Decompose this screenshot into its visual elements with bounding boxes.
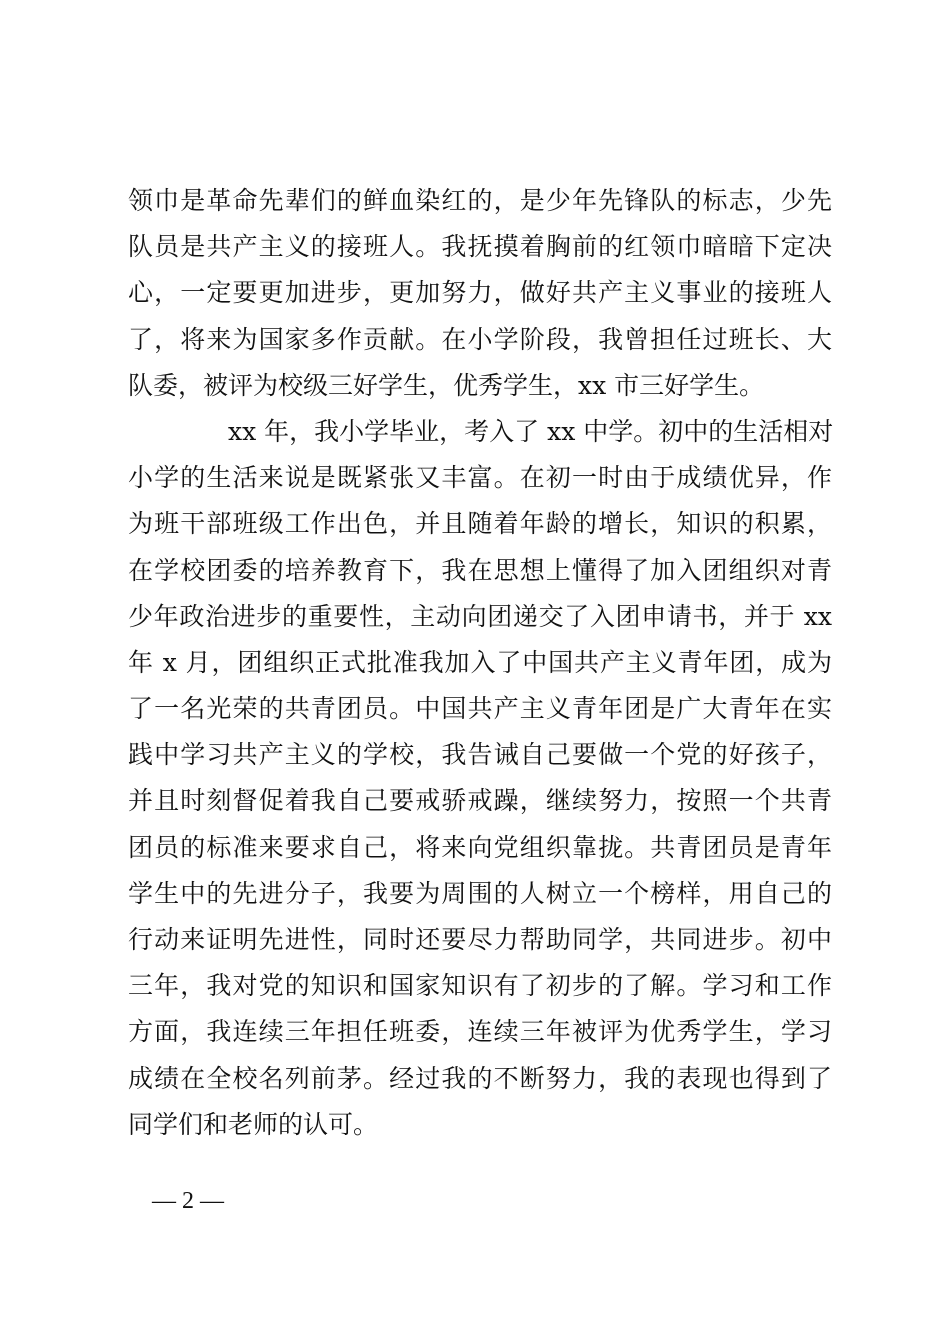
text-line: 少年政治进步的重要性，主动向团递交了入团申请书，并于 xx <box>128 601 832 631</box>
text-line: 年 x 月，团组织正式批准我加入了中国共产主义青年团，成为 <box>128 647 832 677</box>
text-line: 在学校团委的培养教育下，我在思想上懂得了加入团组织对青 <box>128 555 832 585</box>
text-line: 队委，被评为校级三好学生，优秀学生，xx 市三好学生。 <box>128 370 765 400</box>
text-line: 并且时刻督促着我自己要戒骄戒躁，继续努力，按照一个共青 <box>128 786 832 816</box>
text-line: 行动来证明先进性，同时还要尽力帮助同学，共同进步。初中 <box>128 925 832 954</box>
text-line: 队员是共产主义的接班人。我抚摸着胸前的红领巾暗暗下定决 <box>128 232 832 262</box>
text-line: 小学的生活来说是既紧张又丰富。在初一时由于成绩优异，作 <box>128 463 832 493</box>
paragraph-2 <box>128 409 832 1148</box>
text-line: 学生中的先进分子，我要为周围的人树立一个榜样，用自己的 <box>128 878 832 908</box>
text-line: 团员的标准来要求自己，将来向党组织靠拢。共青团员是青年 <box>128 832 832 862</box>
text-line: 同学们和老师的认可。 <box>128 1109 379 1139</box>
text-line: 心，一定要更加进步，更加努力，做好共产主义事业的接班人 <box>128 278 832 308</box>
text-line: 成绩在全校名列前茅。经过我的不断努力，我的表现也得到了 <box>128 1063 832 1093</box>
text-line: 三年，我对党的知识和国家知识有了初步的了解。学习和工作 <box>128 971 832 1001</box>
text-line: 了，将来为国家多作贡献。在小学阶段，我曾担任过班长、大 <box>128 324 832 354</box>
page-number: — 2 — <box>152 1188 224 1214</box>
text-line: 为班干部班级工作出色，并且随着年龄的增长，知识的积累， <box>128 509 832 539</box>
text-line: xx 年，我小学毕业，考入了 xx 中学。初中的生活相对 <box>228 416 834 446</box>
body-text <box>128 178 832 1148</box>
text-line: 践中学习共产主义的学校，我告诫自己要做一个党的好孩子， <box>128 740 832 770</box>
text-line: 领巾是革命先辈们的鲜血染红的，是少年先锋队的标志，少先 <box>128 186 832 215</box>
text-line: 了一名光荣的共青团员。中国共产主义青年团是广大青年在实 <box>128 694 832 724</box>
text-line: 方面，我连续三年担任班委，连续三年被评为优秀学生，学习 <box>128 1017 832 1047</box>
paragraph-1 <box>128 178 832 409</box>
